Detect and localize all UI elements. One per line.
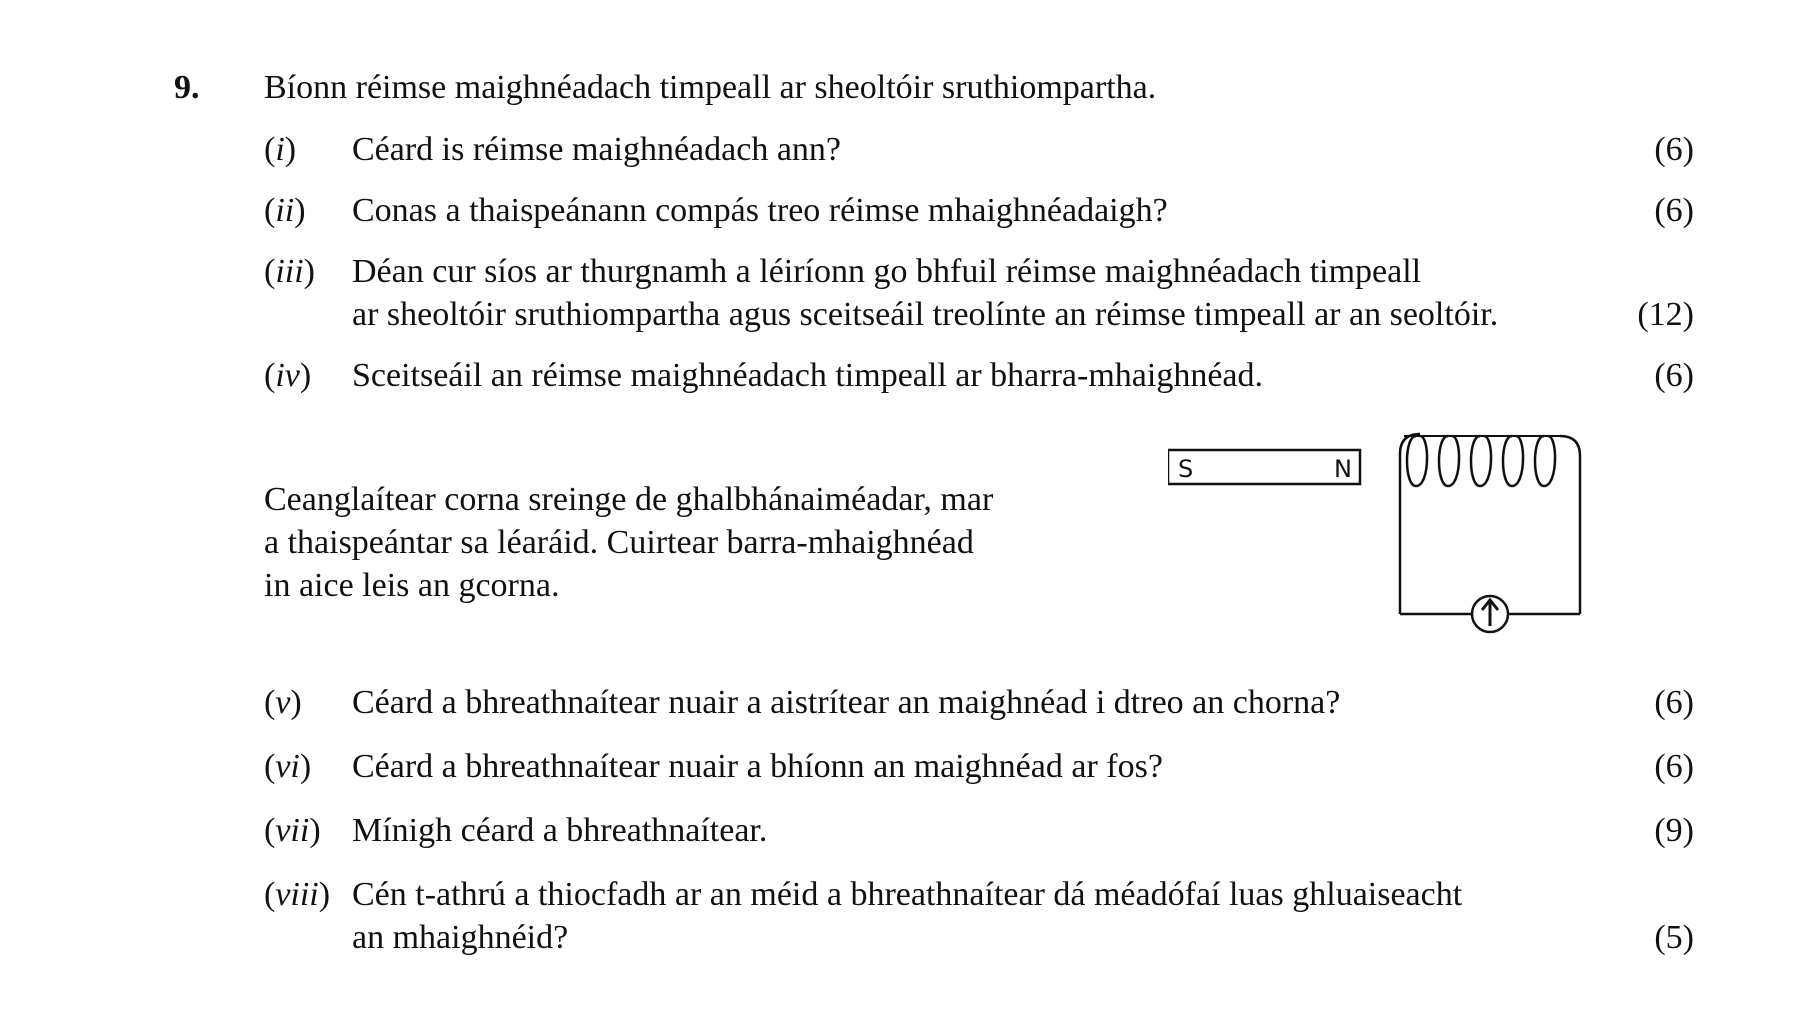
part-marks: (6) — [1654, 684, 1694, 721]
part-label: (vii) — [264, 812, 321, 849]
part-text: Céard a bhreathnaítear nuair a bhíonn an maighnéad ar fos? — [352, 748, 1163, 785]
part-marks: (9) — [1654, 812, 1694, 849]
part-text-line-2: ar sheoltóir sruthiompartha agus sceitseáil treolínte an réimse timpeall ar an seoltóir. — [352, 296, 1499, 333]
part-text: Céard is réimse maighnéadach ann? — [352, 131, 842, 168]
part-label: (ii) — [264, 192, 306, 229]
coil-icon — [1404, 436, 1560, 486]
question-stem: Bíonn réimse maighnéadach timpeall ar sheoltóir sruthiompartha. — [264, 69, 1157, 106]
magnet-south-label: S — [1178, 455, 1194, 483]
part-text: Céard a bhreathnaítear nuair a aistrítear an maighnéad i dtreo an chorna? — [352, 684, 1341, 721]
part-marks: (6) — [1654, 131, 1694, 168]
part-marks: (6) — [1654, 357, 1694, 394]
part-text-line-2: an mhaighnéid? — [352, 919, 569, 956]
magnet-coil-diagram — [1168, 428, 1628, 653]
part-text: Sceitseáil an réimse maighnéadach timpeall ar bharra-mhaighnéad. — [352, 357, 1263, 394]
bar-magnet — [1168, 450, 1360, 484]
question-number: 9. — [174, 69, 200, 106]
part-label: (iv) — [264, 357, 312, 394]
part-text-line-1: Cén t-athrú a thiocfadh ar an méid a bhreathnaítear dá méadófaí luas ghluaiseacht — [352, 876, 1463, 913]
part-text: Mínigh céard a bhreathnaítear. — [352, 812, 768, 849]
part-label: (v) — [264, 684, 302, 721]
part-marks: (6) — [1654, 192, 1694, 229]
diagram-description — [264, 478, 993, 607]
part-text-line-1: Déan cur síos ar thurgnamh a léiríonn go bhfuil réimse maighnéadach timpeall — [352, 253, 1422, 290]
part-label: (i) — [264, 131, 297, 168]
part-marks: (12) — [1637, 296, 1694, 333]
part-label: (viii) — [264, 876, 331, 913]
part-label: (vi) — [264, 748, 312, 785]
magnet-north-label: N — [1334, 455, 1352, 483]
circuit-wire-right — [1560, 436, 1580, 614]
circuit-wire-left — [1400, 434, 1420, 614]
description-line: a thaispeántar sa léaráid. Cuirtear barra-mhaighnéad — [264, 524, 974, 561]
coil-circuit — [1400, 434, 1580, 632]
description-line: Ceanglaítear corna sreinge de ghalbhánaiméadar, mar — [264, 481, 994, 518]
part-label: (iii) — [264, 253, 315, 290]
part-text: Conas a thaispeánann compás treo réimse mhaighnéadaigh? — [352, 192, 1168, 229]
part-marks: (6) — [1654, 748, 1694, 785]
part-marks: (5) — [1654, 919, 1694, 956]
description-line: in aice leis an gcorna. — [264, 567, 560, 604]
